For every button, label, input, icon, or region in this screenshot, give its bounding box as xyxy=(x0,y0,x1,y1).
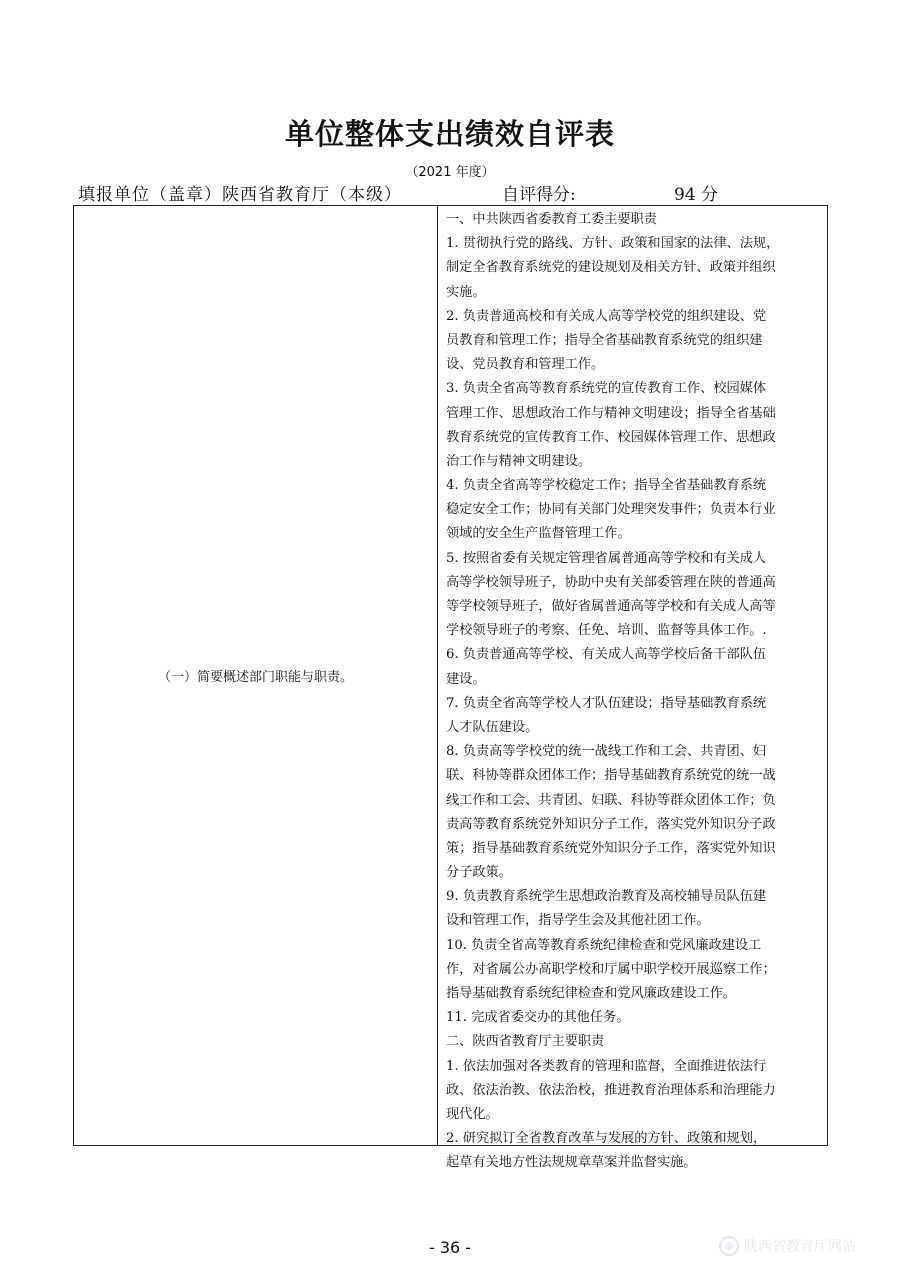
duty-text-line: 高等学校领导班子，协助中央有关部委管理在陕的普通高 xyxy=(446,574,776,590)
duty-text-line: 2. 研究拟订全省教育改革与发展的方针、政策和规划， xyxy=(446,1131,767,1147)
duty-text-line: 二、陕西省教育厅主要职责 xyxy=(446,1034,605,1050)
duty-text-line: 10. 负责全省高等教育系统纪律检查和党风廉政建设工 xyxy=(446,937,762,953)
duty-text-line: 11. 完成省委交办的其他任务。 xyxy=(446,1010,630,1026)
column-divider xyxy=(437,206,438,1145)
duty-text-line: 1. 贯彻执行党的路线、方针、政策和国家的法律、法规， xyxy=(446,236,780,252)
duty-text-line: 4. 负责全省高等学校稳定工作；指导全省基础教育系统 xyxy=(446,478,767,494)
duty-text-line: 治工作与精神文明建设。 xyxy=(446,453,592,469)
section-label: （一）简要概述部门职能与职责。 xyxy=(157,670,353,685)
score-value: 94 分 xyxy=(674,185,719,205)
duty-text-line: 制定全省教育系统党的建设规划及相关方针、政策并组织 xyxy=(446,260,776,276)
duty-text-line: 联、科协等群众团体工作；指导基础教育系统党的统一战 xyxy=(446,768,776,784)
duty-text-line: 1. 依法加强对各类教育的管理和监督，全面推进依法行 xyxy=(446,1058,767,1074)
duty-text-line: 责高等教育系统党外知识分子工作，落实党外知识分子政 xyxy=(446,816,776,832)
header-row xyxy=(78,180,828,204)
duty-text-line: 起草有关地方性法规规章草案并监督实施。 xyxy=(446,1155,697,1171)
duty-text-line: 一、中共陕西省委教育工委主要职责 xyxy=(446,212,657,227)
watermark-text: 陕西省教育厅网站 xyxy=(744,1239,856,1255)
table-right-cell xyxy=(446,208,822,1176)
duty-text-line: 线工作和工会、共青团、妇联、科协等群众团体工作；负 xyxy=(446,792,776,808)
watermark-logo-icon xyxy=(718,1235,740,1257)
duty-text-line: 稳定安全工作；协同有关部门处理突发事件；负责本行业 xyxy=(446,502,776,518)
table-left-cell xyxy=(74,206,437,1145)
report-year: （2021 年度） xyxy=(405,165,495,180)
duty-text-line: 5. 按照省委有关规定管理省属普通高等学校和有关成人 xyxy=(446,550,767,566)
duty-text-line: 人才队伍建设。 xyxy=(446,719,539,735)
page-number: - 36 - xyxy=(428,1238,472,1257)
duty-text-line: 现代化。 xyxy=(446,1106,499,1122)
evaluation-table xyxy=(73,205,828,1171)
duty-text-line: 作，对省属公办高职学校和厅属中职学校开展巡察工作； xyxy=(446,961,776,977)
score-label: 自评得分: xyxy=(502,185,576,205)
duty-text-line: 教育系统党的宣传教育工作、校园媒体管理工作、思想政 xyxy=(446,429,776,445)
duty-text-line: 指导基础教育系统纪律检查和党风廉政建设工作。 xyxy=(446,986,737,1001)
page-title: 单位整体支出绩效自评表 xyxy=(284,117,615,151)
duty-text-line: 6. 负责普通高等学校、有关成人高等学校后备干部队伍 xyxy=(446,647,767,663)
duty-text-line: 员教育和管理工作；指导全省基础教育系统党的组织建 xyxy=(446,332,763,348)
duty-text-line: 政、依法治教、依法治校，推进教育治理体系和治理能力 xyxy=(446,1082,776,1098)
reporting-unit: 填报单位（盖章）陕西省教育厅（本级） xyxy=(78,185,402,205)
duty-text-line: 设和管理工作，指导学生会及其他社团工作。 xyxy=(446,913,710,929)
duty-text-line: 等学校领导班子，做好省属普通高等学校和有关成人高等 xyxy=(446,599,776,614)
duty-text-line: 设、党员教育和管理工作。 xyxy=(446,357,605,373)
watermark xyxy=(718,1233,856,1259)
duty-text-line: 管理工作、思想政治工作与精神文明建设；指导全省基础 xyxy=(446,405,776,421)
duty-text-line: 建设。 xyxy=(446,671,486,687)
duty-text-line: 3. 负责全省高等教育系统党的宣传教育工作、校园媒体 xyxy=(446,381,767,397)
duty-text-line: 2. 负责普通高校和有关成人高等学校党的组织建设、党 xyxy=(446,308,767,324)
duty-text-line: 9. 负责教育系统学生思想政治教育及高校辅导员队伍建 xyxy=(446,889,767,905)
duty-text-line: 领域的安全生产监督管理工作。 xyxy=(446,526,631,542)
duty-text-line: 8. 负责高等学校党的统一战线工作和工会、共青团、妇 xyxy=(446,744,767,760)
duty-text-line: 策；指导基础教育系统党外知识分子工作，落实党外知识 xyxy=(446,840,776,856)
duty-text-line: 学校领导班子的考察、任免、培训、监督等具体工作。. xyxy=(446,623,767,639)
duty-text-line: 7. 负责全省高等学校人才队伍建设；指导基础教育系统 xyxy=(446,695,767,711)
duty-text-line: 分子政策。 xyxy=(446,865,512,881)
duty-text-line: 实施。 xyxy=(446,284,486,300)
